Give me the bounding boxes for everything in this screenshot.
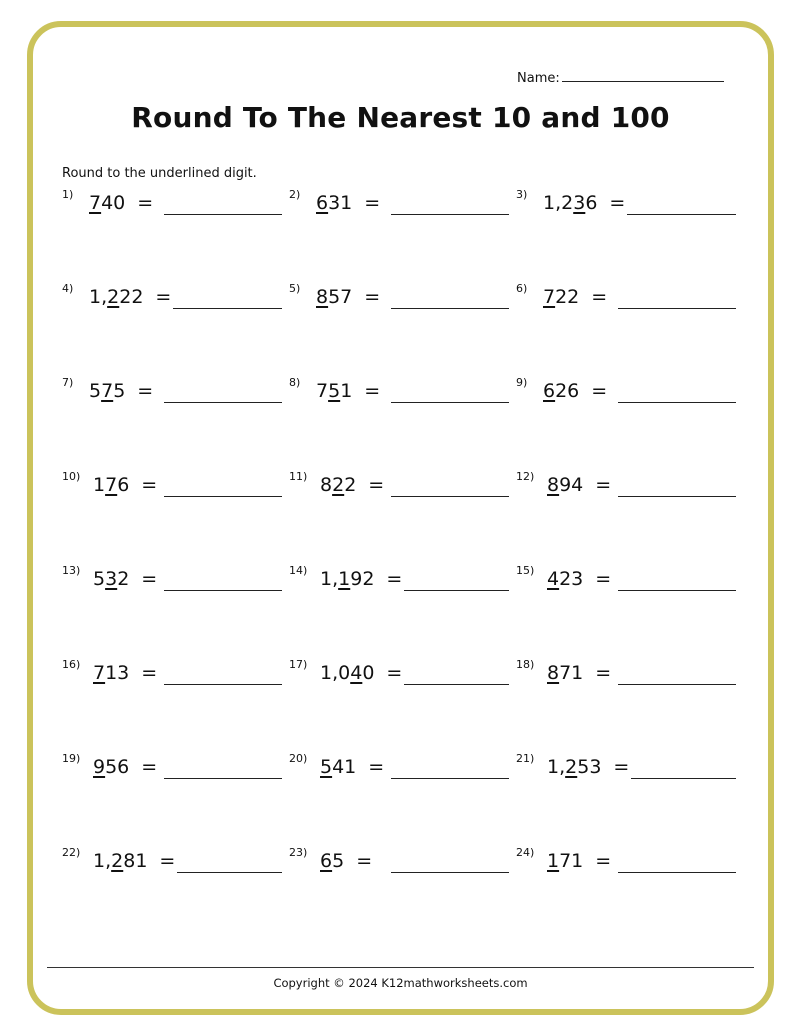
problem-number: 17) — [289, 658, 308, 671]
number-leading-digits: 1,0 — [320, 662, 351, 684]
problem-expression — [320, 850, 372, 872]
equals-sign: = — [141, 756, 158, 778]
underlined-digit: 2 — [111, 850, 124, 872]
problem-expression — [89, 192, 153, 214]
problem-number: 23) — [289, 846, 308, 859]
underlined-digit: 7 — [101, 380, 114, 402]
answer-blank[interactable] — [631, 778, 736, 779]
underlined-digit: 7 — [543, 286, 556, 308]
number-leading-digits: 1, — [547, 756, 566, 778]
problem-number: 15) — [516, 564, 535, 577]
answer-blank[interactable] — [618, 590, 736, 591]
equals-sign: = — [386, 568, 403, 590]
number-trailing-digits: 23 — [559, 568, 584, 590]
problem-number: 12) — [516, 470, 535, 483]
equals-sign: = — [595, 850, 612, 872]
problem-number: 18) — [516, 658, 535, 671]
equals-sign: = — [364, 380, 381, 402]
underlined-digit: 3 — [573, 192, 586, 214]
problem-number: 1) — [62, 188, 74, 201]
problem-number: 7) — [62, 376, 74, 389]
problem-number: 2) — [289, 188, 301, 201]
number-trailing-digits: 57 — [328, 286, 353, 308]
problem-1 — [62, 188, 282, 226]
problem-14 — [289, 564, 509, 602]
problem-expression — [93, 474, 157, 496]
instructions: Round to the underlined digit. — [62, 166, 257, 181]
number-leading-digits: 8 — [320, 474, 333, 496]
problem-expression — [89, 286, 171, 308]
underlined-digit: 2 — [565, 756, 578, 778]
number-trailing-digits: 71 — [559, 662, 584, 684]
problem-number: 10) — [62, 470, 81, 483]
number-leading-digits: 1, — [89, 286, 108, 308]
number-leading-digits: 1,2 — [543, 192, 574, 214]
equals-sign: = — [137, 380, 154, 402]
underlined-digit: 7 — [89, 192, 102, 214]
problem-expression — [320, 568, 402, 590]
problem-10 — [62, 470, 282, 508]
underlined-digit: 9 — [93, 756, 106, 778]
problem-20 — [289, 752, 509, 790]
answer-blank[interactable] — [627, 214, 736, 215]
equals-sign: = — [364, 192, 381, 214]
number-trailing-digits: 6 — [117, 474, 130, 496]
copyright-footer: Copyright © 2024 K12mathworksheets.com — [273, 976, 528, 990]
problem-7 — [62, 376, 282, 414]
number-trailing-digits: 6 — [585, 192, 598, 214]
problem-3 — [516, 188, 736, 226]
underlined-digit: 8 — [547, 474, 560, 496]
number-leading-digits: 1, — [93, 850, 112, 872]
number-trailing-digits: 2 — [117, 568, 130, 590]
problem-expression — [93, 568, 157, 590]
answer-blank[interactable] — [618, 402, 736, 403]
problem-19 — [62, 752, 282, 790]
number-trailing-digits: 26 — [555, 380, 580, 402]
problem-24 — [516, 846, 736, 884]
number-leading-digits: 5 — [93, 568, 106, 590]
number-trailing-digits: 40 — [101, 192, 126, 214]
problem-expression — [547, 756, 629, 778]
name-label: Name: — [517, 71, 560, 86]
problem-expression — [547, 568, 611, 590]
problem-number: 4) — [62, 282, 74, 295]
problem-expression — [543, 192, 625, 214]
underlined-digit: 3 — [105, 568, 118, 590]
equals-sign: = — [368, 474, 385, 496]
underlined-digit: 8 — [316, 286, 329, 308]
answer-blank[interactable] — [618, 684, 736, 685]
problem-expression — [93, 756, 157, 778]
number-leading-digits: 1, — [320, 568, 339, 590]
problem-number: 3) — [516, 188, 528, 201]
answer-blank[interactable] — [164, 214, 282, 215]
answer-blank[interactable] — [618, 872, 736, 873]
underlined-digit: 1 — [547, 850, 560, 872]
name-blank[interactable] — [562, 68, 724, 82]
problem-number: 5) — [289, 282, 301, 295]
number-trailing-digits: 5 — [113, 380, 126, 402]
answer-blank[interactable] — [164, 496, 282, 497]
problem-expression — [89, 380, 153, 402]
underlined-digit: 6 — [316, 192, 329, 214]
underlined-digit: 7 — [105, 474, 118, 496]
problem-22 — [62, 846, 282, 884]
underlined-digit: 2 — [107, 286, 120, 308]
problem-16 — [62, 658, 282, 696]
problem-23 — [289, 846, 509, 884]
equals-sign: = — [595, 662, 612, 684]
number-trailing-digits: 22 — [119, 286, 144, 308]
problem-5 — [289, 282, 509, 320]
number-trailing-digits: 81 — [123, 850, 148, 872]
problem-number: 16) — [62, 658, 81, 671]
equals-sign: = — [141, 662, 158, 684]
answer-blank[interactable] — [164, 590, 282, 591]
problem-expression — [547, 662, 611, 684]
equals-sign: = — [141, 568, 158, 590]
equals-sign: = — [595, 474, 612, 496]
footer-divider — [47, 967, 754, 968]
underlined-digit: 8 — [547, 662, 560, 684]
number-trailing-digits: 71 — [559, 850, 584, 872]
answer-blank[interactable] — [404, 590, 509, 591]
problem-number: 20) — [289, 752, 308, 765]
problem-6 — [516, 282, 736, 320]
number-trailing-digits: 0 — [362, 662, 375, 684]
problem-expression — [316, 192, 380, 214]
problem-expression — [543, 286, 607, 308]
equals-sign: = — [137, 192, 154, 214]
number-trailing-digits: 56 — [105, 756, 130, 778]
number-trailing-digits: 2 — [344, 474, 357, 496]
answer-blank[interactable] — [164, 778, 282, 779]
answer-blank[interactable] — [391, 496, 509, 497]
problem-17 — [289, 658, 509, 696]
number-trailing-digits: 92 — [350, 568, 375, 590]
problem-13 — [62, 564, 282, 602]
underlined-digit: 1 — [338, 568, 351, 590]
underlined-digit: 6 — [320, 850, 333, 872]
equals-sign: = — [155, 286, 172, 308]
number-leading-digits: 7 — [316, 380, 329, 402]
underlined-digit: 4 — [350, 662, 363, 684]
underlined-digit: 5 — [328, 380, 341, 402]
number-leading-digits: 5 — [89, 380, 102, 402]
number-trailing-digits: 13 — [105, 662, 130, 684]
number-trailing-digits: 5 — [332, 850, 345, 872]
problem-expression — [320, 756, 384, 778]
problem-expression — [543, 380, 607, 402]
problem-number: 22) — [62, 846, 81, 859]
equals-sign: = — [595, 568, 612, 590]
problem-expression — [320, 474, 384, 496]
underlined-digit: 6 — [543, 380, 556, 402]
problem-2 — [289, 188, 509, 226]
number-trailing-digits: 31 — [328, 192, 353, 214]
number-trailing-digits: 94 — [559, 474, 584, 496]
problem-number: 14) — [289, 564, 308, 577]
answer-blank[interactable] — [391, 402, 509, 403]
problem-number: 13) — [62, 564, 81, 577]
underlined-digit: 5 — [320, 756, 333, 778]
problem-4 — [62, 282, 282, 320]
problem-number: 6) — [516, 282, 528, 295]
answer-blank[interactable] — [391, 778, 509, 779]
problem-number: 8) — [289, 376, 301, 389]
equals-sign: = — [613, 756, 630, 778]
number-trailing-digits: 53 — [577, 756, 602, 778]
problem-number: 19) — [62, 752, 81, 765]
underlined-digit: 7 — [93, 662, 106, 684]
problem-number: 24) — [516, 846, 535, 859]
equals-sign: = — [141, 474, 158, 496]
problem-18 — [516, 658, 736, 696]
equals-sign: = — [159, 850, 176, 872]
number-trailing-digits: 22 — [555, 286, 580, 308]
number-trailing-digits: 1 — [340, 380, 353, 402]
worksheet-page — [27, 21, 774, 1015]
answer-blank[interactable] — [177, 872, 282, 873]
answer-blank[interactable] — [164, 684, 282, 685]
worksheet-title: Round To The Nearest 10 and 100 — [131, 101, 670, 134]
answer-blank[interactable] — [404, 684, 509, 685]
problem-9 — [516, 376, 736, 414]
underlined-digit: 2 — [332, 474, 345, 496]
problem-expression — [93, 850, 175, 872]
answer-blank[interactable] — [618, 496, 736, 497]
equals-sign: = — [364, 286, 381, 308]
underlined-digit: 4 — [547, 568, 560, 590]
answer-blank[interactable] — [391, 872, 509, 873]
answer-blank[interactable] — [164, 402, 282, 403]
answer-blank[interactable] — [618, 308, 736, 309]
problem-expression — [547, 850, 611, 872]
equals-sign: = — [591, 286, 608, 308]
answer-blank[interactable] — [173, 308, 282, 309]
answer-blank[interactable] — [391, 308, 509, 309]
equals-sign: = — [609, 192, 626, 214]
number-leading-digits: 1 — [93, 474, 106, 496]
answer-blank[interactable] — [391, 214, 509, 215]
problem-21 — [516, 752, 736, 790]
problem-number: 9) — [516, 376, 528, 389]
equals-sign: = — [368, 756, 385, 778]
problem-number: 11) — [289, 470, 308, 483]
problem-expression — [320, 662, 402, 684]
problem-11 — [289, 470, 509, 508]
problem-expression — [316, 380, 380, 402]
number-trailing-digits: 41 — [332, 756, 357, 778]
problem-expression — [316, 286, 380, 308]
problem-12 — [516, 470, 736, 508]
problem-number: 21) — [516, 752, 535, 765]
problem-8 — [289, 376, 509, 414]
name-field[interactable] — [517, 68, 724, 86]
equals-sign: = — [386, 662, 403, 684]
problem-expression — [547, 474, 611, 496]
equals-sign: = — [591, 380, 608, 402]
problem-expression — [93, 662, 157, 684]
equals-sign: = — [356, 850, 373, 872]
problem-15 — [516, 564, 736, 602]
